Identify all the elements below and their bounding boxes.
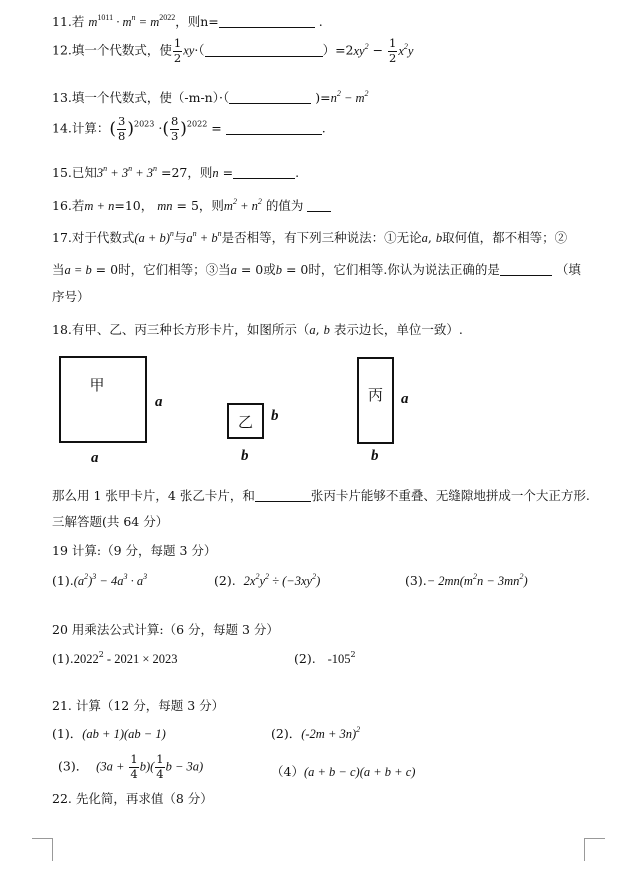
q12-fraction-2: $\frac{1}{2}$ [389, 36, 397, 65]
question-19-parts: $(1).(a^2)^3 - 4a^3 \cdot a^3$ [52, 572, 148, 588]
question-19-part-3: $(3).- 2mn(m^2n - 3mn^2)$ [405, 572, 528, 588]
question-21-title: 21. 计算（12 分，每题 3 分） [52, 698, 225, 713]
question-17-line2: 当a = b = 0时，它们相等；③当a = 0或b = 0时，它们相等.你认为说法正确的是 （填 [52, 262, 581, 277]
q15-end: . [295, 165, 300, 180]
q18-answer-blank[interactable] [255, 489, 311, 502]
page-corner-mark-left [32, 838, 53, 861]
q16-answer-blank[interactable] [307, 199, 331, 212]
question-18-followup: 那么用 1 张甲卡片，4 张乙卡片，和 张丙卡片能够不重叠、无缝隙地拼成一个大正方形. [52, 488, 590, 503]
question-20-part-1: (1).2022$^2$ - 2021 × 2023 [52, 650, 178, 666]
card-bing-bottom-label: b [371, 448, 379, 464]
question-18: 18.有甲、乙、丙三种长方形卡片，如图所示（a, b 表示边长，单位一致）. [52, 322, 463, 337]
question-22-title: 22. 先化简，再求值（8 分） [52, 791, 213, 806]
question-21-part-1: (1)．(ab + 1)(ab − 1) [52, 726, 166, 741]
q12-open: ·（ [194, 42, 205, 58]
card-jia: 甲 [59, 356, 147, 443]
section-3-title: 三解答题(共 64 分） [52, 514, 169, 529]
question-14: 14.计算：( $\frac{3}{8}$ )$^{2023}$ ·( $\frac{8}{3}$ )$^{2022}$ = . [52, 114, 326, 143]
q16-text: 16.若 [52, 198, 85, 213]
q15-answer-blank[interactable] [233, 166, 295, 179]
card-yi-side-label: b [271, 408, 279, 424]
q15-mid: =27，则 [161, 165, 213, 180]
question-21-part-4: （4）(a + b − c)(a + b + c) [271, 764, 416, 779]
q12-fraction: $\frac{1}{2}$ [173, 36, 182, 65]
q12-close: ）=2 [322, 42, 354, 58]
question-20-part-2: (2). $-105^2$ [294, 650, 356, 666]
question-21-part-2: (2)．$(-2m + 3n)^2$ [271, 725, 361, 741]
q13-close: )= [315, 90, 331, 105]
card-yi-bottom-label: b [241, 448, 249, 464]
question-20-title: 20 用乘法公式计算:（6 分，每题 3 分） [52, 622, 279, 637]
question-21-part-3: (3)． (3a + $\frac{1}{4}$ b)( $\frac{1}{4}$ b − 3a) [58, 752, 204, 781]
card-jia-side-label: a [155, 394, 163, 410]
card-bing-side-label: a [401, 391, 409, 407]
question-19-part-2: (2). $2x^2y^2 \div (-3xy^2)$ [214, 572, 321, 588]
q11-answer-blank[interactable] [219, 15, 315, 28]
q11-mid-text: ，则n= [175, 14, 219, 29]
q14-text: 14.计算： [52, 120, 110, 136]
q13-text: 13.填一个代数式，使（-m-n）·（ [52, 90, 230, 105]
question-15: 15.已知$3^n + 3^n + 3^n =27$，则n = . [52, 164, 300, 180]
q11-text: 若 [71, 14, 85, 29]
question-11: 11.若 $m^{1011} \cdot m^n = m^{2022}$，则n= . [52, 13, 323, 29]
q13-answer-blank[interactable] [229, 91, 311, 104]
page-corner-mark-right [584, 838, 605, 861]
q12-text: 12.填一个代数式，使 [52, 42, 172, 58]
question-17-line3: 序号） [52, 289, 90, 304]
q15-text: 15.已知 [52, 165, 97, 180]
question-12: 12.填一个代数式，使 $\frac{1}{2}$ xy·（ ）$=2xy^2$ − $\frac{1}{2}$ $x^2y$ [52, 36, 414, 65]
question-13: 13.填一个代数式，使（-m-n）·（ )$=n^2 - m^2$ [52, 89, 369, 105]
q12-answer-blank[interactable] [205, 44, 323, 57]
question-16: 16.若m + n=10， mn = 5，则$m^2 + n^2$ 的值为 [52, 196, 331, 214]
q17-answer-blank[interactable] [500, 263, 552, 276]
q11-number: 11. [52, 14, 72, 29]
card-jia-bottom-label: a [91, 450, 99, 466]
card-bing: 丙 [357, 357, 394, 444]
question-17-line1: 17.对于代数式$(a + b)^n$与$a^n + b^n$是否相等，有下列三种说法：①无论a, b取何值，都不相等；② [52, 229, 568, 245]
question-19-title: 19 计算:（9 分，每题 3 分） [52, 543, 217, 558]
q14-answer-blank[interactable] [226, 122, 322, 135]
q11-end: . [318, 14, 323, 29]
card-yi: 乙 [227, 403, 264, 439]
